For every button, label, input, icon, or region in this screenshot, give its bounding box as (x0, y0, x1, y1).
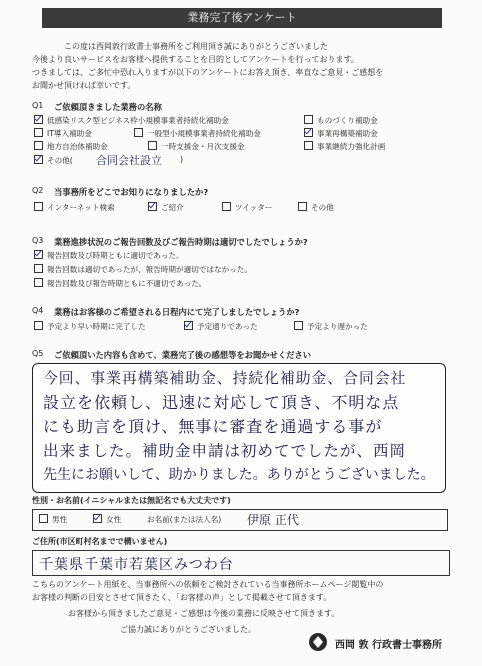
footer-line: こちらのアンケート用紙を、当事務所への依頼をご検討されている当事務所ホームページ閲覧中の (32, 580, 384, 589)
q1-option[interactable]: 事業再構築補助金 (304, 128, 378, 139)
intro-line: この度は西岡敦行政書士事務所をご利用頂き誠にありがとうございました (64, 42, 328, 51)
q4-option[interactable]: 予定より早い時期に完了した (34, 321, 146, 332)
checkbox[interactable] (34, 264, 43, 273)
question-number: Q4 (32, 306, 44, 315)
checkbox[interactable] (34, 115, 43, 124)
q1-option[interactable]: 低感染リスク型ビジネス枠小規模事業者持続化補助金 (34, 115, 229, 126)
comment-line: 今回、事業再構築補助金、持続化補助金、合同会社 (43, 370, 407, 387)
q1-other-handwritten: 合同会社設立 (96, 154, 162, 167)
question-number: Q3 (32, 236, 44, 245)
address-box (32, 550, 450, 576)
q4-option[interactable]: 予定通りであった (184, 321, 258, 332)
q2-option[interactable]: ツイッター (222, 202, 272, 213)
q1-option[interactable]: IT導入補助金 (34, 128, 92, 139)
q2-option[interactable]: インターネット検索 (34, 202, 115, 213)
checkbox[interactable] (34, 321, 43, 330)
respondent-box (32, 509, 448, 531)
question-title: 当事務所をどこでお知りになりましたか? (54, 187, 209, 197)
respondent-label: 性別・お名前(イニシャルまたは無記名でも大丈夫です) (32, 496, 231, 505)
comment-line: にも助言を頂け、無事に審査を通過する事が (43, 417, 383, 436)
comment-line: 先生にお願いして、助かりました。ありがとうございました。 (43, 467, 435, 483)
footer-line: お客様から頂きましたご意見・ご感想は今後の業務に反映させて頂きます。 (68, 609, 340, 618)
checkbox[interactable] (34, 250, 43, 259)
question-title: 業務進捗状況のご報告回数及びご報告時期は適切でしたでしょうか? (54, 237, 308, 247)
checkbox[interactable] (34, 128, 43, 137)
address-value: 千葉県千葉市若葉区みつわ台 (39, 557, 234, 573)
q1-option[interactable]: ものづくり補助金 (304, 115, 378, 126)
comment-line: 出来ました。補助金申請は初めてでしたが、西岡 (43, 442, 407, 460)
logo-text: 西岡 敦 行政書士事務所 (335, 640, 442, 651)
q1-option-other[interactable]: その他( (34, 155, 73, 166)
name-label: お名前(または法人名) (147, 515, 222, 524)
closing-paren: ) (180, 155, 184, 164)
checkbox[interactable] (222, 202, 231, 211)
checkbox[interactable] (298, 202, 307, 211)
comment-line: 設立を依頼し、迅速に対応して頂き、不明な点 (43, 393, 400, 412)
checkbox[interactable] (184, 321, 193, 330)
q4-option[interactable]: 予定より遅かった (294, 321, 368, 332)
male-option[interactable]: 男性 (39, 514, 67, 525)
name-value: 伊原 正代 (247, 513, 299, 527)
question-title: 業務はお客様のご希望される日程内にて完了しましたでしょうか? (54, 307, 300, 317)
female-option[interactable]: 女性 (93, 514, 121, 525)
checkbox[interactable] (148, 141, 157, 150)
q1-option[interactable]: 事業継続力強化計画 (304, 141, 385, 152)
checkbox[interactable] (39, 514, 48, 523)
q3-option[interactable]: 報告回数及び時期ともに適切であった。 (34, 250, 184, 261)
question-number: Q5 (32, 349, 44, 358)
intro-line: お聞かせ頂ければ幸いです。 (32, 81, 136, 90)
intro-line: つきましては、ご多忙中恐れ入りますが以下のアンケートにお答え頂き、率直なご意見・ご感想を (32, 68, 384, 77)
q1-option[interactable]: 地方自治体補助金 (34, 141, 108, 152)
question-title: ご依頼頂きました業務の名称 (54, 102, 162, 112)
q3-option[interactable]: 報告回数は適切であったが、報告時期が適切ではなかった。 (34, 264, 252, 275)
checkbox[interactable] (148, 202, 157, 211)
q1-option[interactable]: 一時支援金・月次支援金 (148, 141, 245, 152)
checkbox[interactable] (93, 514, 102, 523)
comment-box[interactable] (32, 363, 446, 493)
page-title: 業務完了後アンケート (42, 8, 442, 28)
q2-option[interactable]: ご紹介 (148, 202, 184, 213)
checkbox[interactable] (304, 141, 313, 150)
question-number: Q2 (32, 186, 44, 195)
question-number: Q1 (32, 101, 44, 110)
intro-line: 今後より良いサービスをお客様へ提供することを目的としてアンケートを行っております。 (32, 55, 359, 64)
checkbox[interactable] (34, 202, 43, 211)
checkbox[interactable] (294, 321, 303, 330)
q1-option[interactable]: 一般型小規模事業者持続化補助金 (134, 128, 261, 139)
checkbox[interactable] (304, 115, 313, 124)
footer-line: お客様の判断の目安とさせて頂きたく、「お客様の声」として掲載させて頂きます。 (32, 593, 332, 602)
checkbox[interactable] (34, 155, 43, 164)
address-label: ご住所(市区町村名までで構いません) (32, 537, 168, 546)
footer-line: ご協力誠にありがとうございました。 (120, 625, 256, 634)
q2-option[interactable]: その他 (298, 202, 334, 213)
checkbox[interactable] (134, 128, 143, 137)
checkbox[interactable] (34, 278, 43, 287)
question-title: ご依頼頂いた内容も含めて、業務完了後の感想等をお聞かせください (54, 350, 312, 360)
checkbox[interactable] (34, 141, 43, 150)
checkbox[interactable] (304, 128, 313, 137)
q3-option[interactable]: 報告回数及び報告時期ともに不適切であった。 (34, 278, 206, 289)
